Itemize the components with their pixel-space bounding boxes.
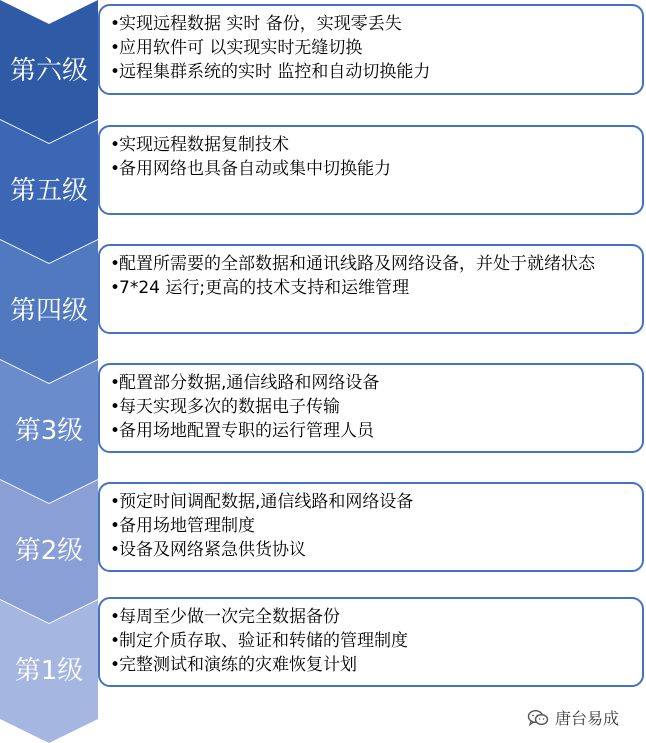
- wechat-icon: [527, 709, 549, 727]
- bullet-item: • 远程集群系统的实时 监控和自动切换能力: [110, 60, 634, 84]
- bullet-item: • 制定介质存取、验证和转储的管理制度: [110, 629, 634, 653]
- watermark: [527, 706, 619, 729]
- level-chevrons: [0, 0, 100, 743]
- bullet-list: [110, 605, 634, 677]
- bullet-item: • 7*24 运行;更高的技术支持和运维管理: [110, 276, 634, 300]
- level-card: [98, 244, 644, 334]
- bullet-item: • 预定时间调配数据,通信线路和网络设备: [110, 490, 634, 514]
- bullet-item: • 应用软件可 以实现实时无缝切换: [110, 36, 634, 60]
- level-label: 第四级: [9, 296, 88, 326]
- level-label: 第3级: [14, 416, 84, 446]
- watermark-text: 唐台易成: [555, 709, 620, 728]
- bullet-item: • 完整测试和演练的灾难恢复计划: [110, 653, 634, 677]
- level-card: [98, 482, 644, 572]
- bullet-list: [110, 12, 634, 84]
- level-card: [98, 597, 644, 687]
- bullet-item: • 每天实现多次的数据电子传输: [110, 395, 634, 419]
- level-card: [98, 125, 644, 215]
- bullet-list: [110, 371, 634, 443]
- level-label: 第2级: [14, 536, 84, 566]
- level-label: 第五级: [9, 176, 88, 206]
- bullet-item: • 每周至少做一次完全数据备份: [110, 605, 634, 629]
- bullet-list: [110, 490, 634, 562]
- bullet-item: • 备用场地管理制度: [110, 514, 634, 538]
- bullet-item: • 备用场地配置专职的运行管理人员: [110, 419, 634, 443]
- level-card: [98, 363, 644, 453]
- level-label: 第1级: [14, 656, 84, 686]
- bullet-item: • 配置所需要的全部数据和通讯线路及网络设备，并处于就绪状态: [110, 252, 634, 276]
- bullet-item: • 备用网络也具备自动或集中切换能力: [110, 157, 634, 181]
- bullet-item: • 设备及网络紧急供货协议: [110, 538, 634, 562]
- bullet-list: [110, 252, 634, 300]
- bullet-item: • 配置部分数据,通信线路和网络设备: [110, 371, 634, 395]
- bullet-list: [110, 133, 634, 181]
- level-card: [98, 4, 644, 95]
- bullet-item: • 实现远程数据复制技术: [110, 133, 634, 157]
- bullet-item: • 实现远程数据 实时 备份，实现零丢失: [110, 12, 634, 36]
- level-label: 第六级: [9, 56, 88, 86]
